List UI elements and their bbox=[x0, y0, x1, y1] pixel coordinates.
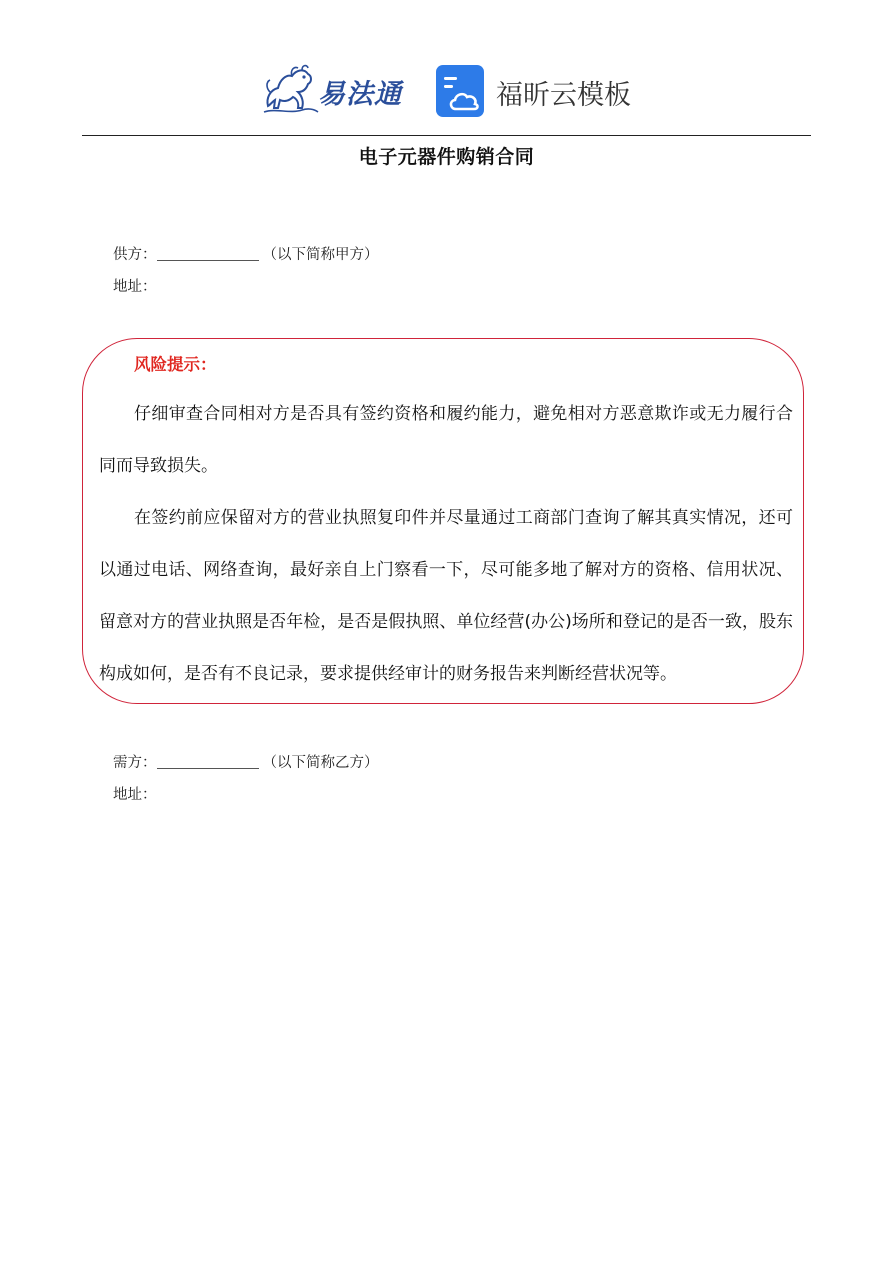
buyer-name-blank[interactable] bbox=[157, 754, 259, 769]
fuxin-logo bbox=[436, 65, 646, 119]
supplier-name-blank[interactable] bbox=[157, 246, 259, 261]
page-header bbox=[0, 60, 893, 122]
buyer-note: （以下简称乙方） bbox=[262, 755, 379, 771]
supplier-line bbox=[113, 243, 379, 264]
risk-paragraph: 仔细审查合同相对方是否具有签约资格和履约能力，避免相对方恶意欺诈或无力履行合同而导致损失。 bbox=[99, 404, 793, 476]
buyer-label: 需方： bbox=[113, 755, 157, 771]
brand-yifatong-text: 易法通 bbox=[318, 79, 402, 110]
risk-notice-heading: 风险提示： bbox=[134, 355, 217, 374]
supplier-address-line bbox=[113, 275, 157, 296]
brand-fuxin-text: 福昕云模板 bbox=[496, 80, 631, 111]
supplier-note: （以下简称甲方） bbox=[262, 247, 379, 263]
buyer-address-line bbox=[113, 783, 157, 804]
supplier-label: 供方： bbox=[113, 247, 157, 263]
cloud-document-icon bbox=[436, 65, 486, 119]
yifatong-logo bbox=[262, 62, 412, 118]
header-divider bbox=[82, 135, 811, 136]
document-title: 电子元器件购销合同 bbox=[358, 146, 535, 168]
buyer-address-label: 地址： bbox=[113, 787, 157, 803]
supplier-address-label: 地址： bbox=[113, 279, 157, 295]
qilin-icon bbox=[262, 62, 320, 118]
risk-paragraph: 在签约前应保留对方的营业执照复印件并尽量通过工商部门查询了解其真实情况，还可以通过电话、网络查询，最好亲自上门察看一下，尽可能多地了解对方的资格、信用状况、留意对方的营业执照是否年检，是否是假执照、单位经营(办公)场所和登记的是否一致，股东构成如何，是否有不良记录，要求提供经审计的财务报告来判断经营状况等。 bbox=[99, 508, 793, 684]
buyer-line bbox=[113, 751, 379, 772]
